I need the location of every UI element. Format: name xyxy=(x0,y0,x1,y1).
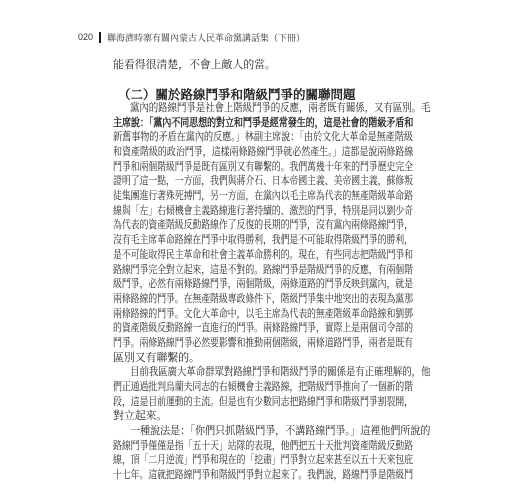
paragraph-line: 們正通過批判烏蘭夫同志的右傾機會主義路線，把階級鬥爭推向了一個新的階 xyxy=(113,379,413,393)
paragraph-line: 是不可能取得民主革命和社會主義革命勝利的。現在，有些同志把階級鬥爭和 xyxy=(113,247,413,261)
paragraph-line: 沒有毛主席革命路線在鬥爭中取得勝利，我們是不可能取得階級鬥爭的勝利， xyxy=(113,233,413,247)
paragraph-line: 徒集團進行著殊死搏鬥，另一方面，在黨內以毛主席為代表的無產階級革命路 xyxy=(113,189,413,203)
paragraph-line: 段，這是目前運動的主流。但是也有少數同志把路線鬥爭和階級鬥爭割裂開， xyxy=(113,394,413,408)
paragraph-line: 黨內的路線鬥爭是社會上階級鬥爭的反應，兩者既有關係，又有區別。毛 xyxy=(130,101,431,114)
paragraph-line: 區別又有聯繫的。 xyxy=(113,350,200,364)
paragraph-line: 級鬥爭，必然有兩條路線鬥爭，兩個階級，兩條道路的鬥爭反映到黨內，就是 xyxy=(113,277,413,291)
paragraph-line: 兩條路線的鬥爭。文化大革命中，以毛主席為代表的無產階級革命路線和劉鄧 xyxy=(113,306,413,320)
paragraph-line: 目前我區廣大革命群眾對路線鬥爭和階級鬥爭的關係是有正確理解的，他 xyxy=(130,365,431,379)
paragraph-line: 一種說法是：「你們只抓階級鬥爭，不講路線鬥爭。」這裡他們所說的 xyxy=(130,424,431,437)
page-number: 020 xyxy=(78,32,94,42)
paragraph-line: 的資產階級反動路線一直進行的鬥爭。兩條路線鬥爭，實際上是兩個司令部的 xyxy=(113,321,413,335)
section-heading: （二）關於路線鬥爭和階級鬥爭的關聯問題 xyxy=(118,87,356,102)
paragraph-line: 線與「左」右傾機會主義路線進行著持續的、激烈的鬥爭，特別是同以劉少奇 xyxy=(113,203,413,217)
paragraph-line: 路線鬥爭僅僅是指「五十天」站隊的表現，他們把五十天批判資產階級反動路 xyxy=(113,438,413,452)
paragraph-line: 對立起來。 xyxy=(113,409,168,423)
paragraph-line: 鬥爭。兩條路線鬥爭必然要影響和推動兩個階級，兩條道路鬥爭，兩者是既有 xyxy=(113,335,413,349)
paragraph-line: 新舊事物的矛盾在黨內的反應。」林副主席說：「由於文化大革命是無產階級 xyxy=(113,130,413,144)
paragraph-line: 十七年。這就把路線鬥爭和階級鬥爭對立起來了。我們說，路線鬥爭是階級鬥 xyxy=(113,468,413,481)
paragraph-line: 路線鬥爭完全對立起來，這是不對的。路線鬥爭是階級鬥爭的反應，有兩個階 xyxy=(113,262,413,276)
paragraph-line: 鬥爭和兩個階級鬥爭是既有區別又有聯繫的。我們萬幾十年來的鬥爭歷史完全 xyxy=(113,159,413,173)
running-header xyxy=(78,30,305,44)
book-title: 聯海濟時寨有關內蒙古人民革命黨講話集（下冊） xyxy=(107,33,306,44)
paragraph-line: 證明了這一點，一方面，我們與蔣介石、日本帝國主義、美帝國主義，蘇修叛 xyxy=(113,174,413,188)
paragraph-line: 為代表的資產階級反動路線作了反復的長期的鬥爭，沒有黨內兩條路線鬥爭， xyxy=(113,218,413,232)
intro-line: 能看得很清楚，不會上敵人的當。 xyxy=(113,58,276,71)
paragraph-line: 線，頂「二月逆流」鬥爭和現在的「挖肅」鬥爭對立起來甚至以五十天來包庇 xyxy=(113,453,413,467)
paragraph-line: 和資產階級的政治鬥爭，這樣兩條路線鬥爭就必然產生。」這都是說兩條路線 xyxy=(113,145,414,158)
paragraph-line: 兩條路線的鬥爭。在無產階級專政條件下，階級鬥爭集中地突出的表現為黨那 xyxy=(113,291,413,305)
paragraph-line: 主席說：「黨內不同思想的對立和鬥爭是經常發生的，這是社會的階級矛盾和 xyxy=(113,115,414,129)
header-divider xyxy=(99,32,101,43)
